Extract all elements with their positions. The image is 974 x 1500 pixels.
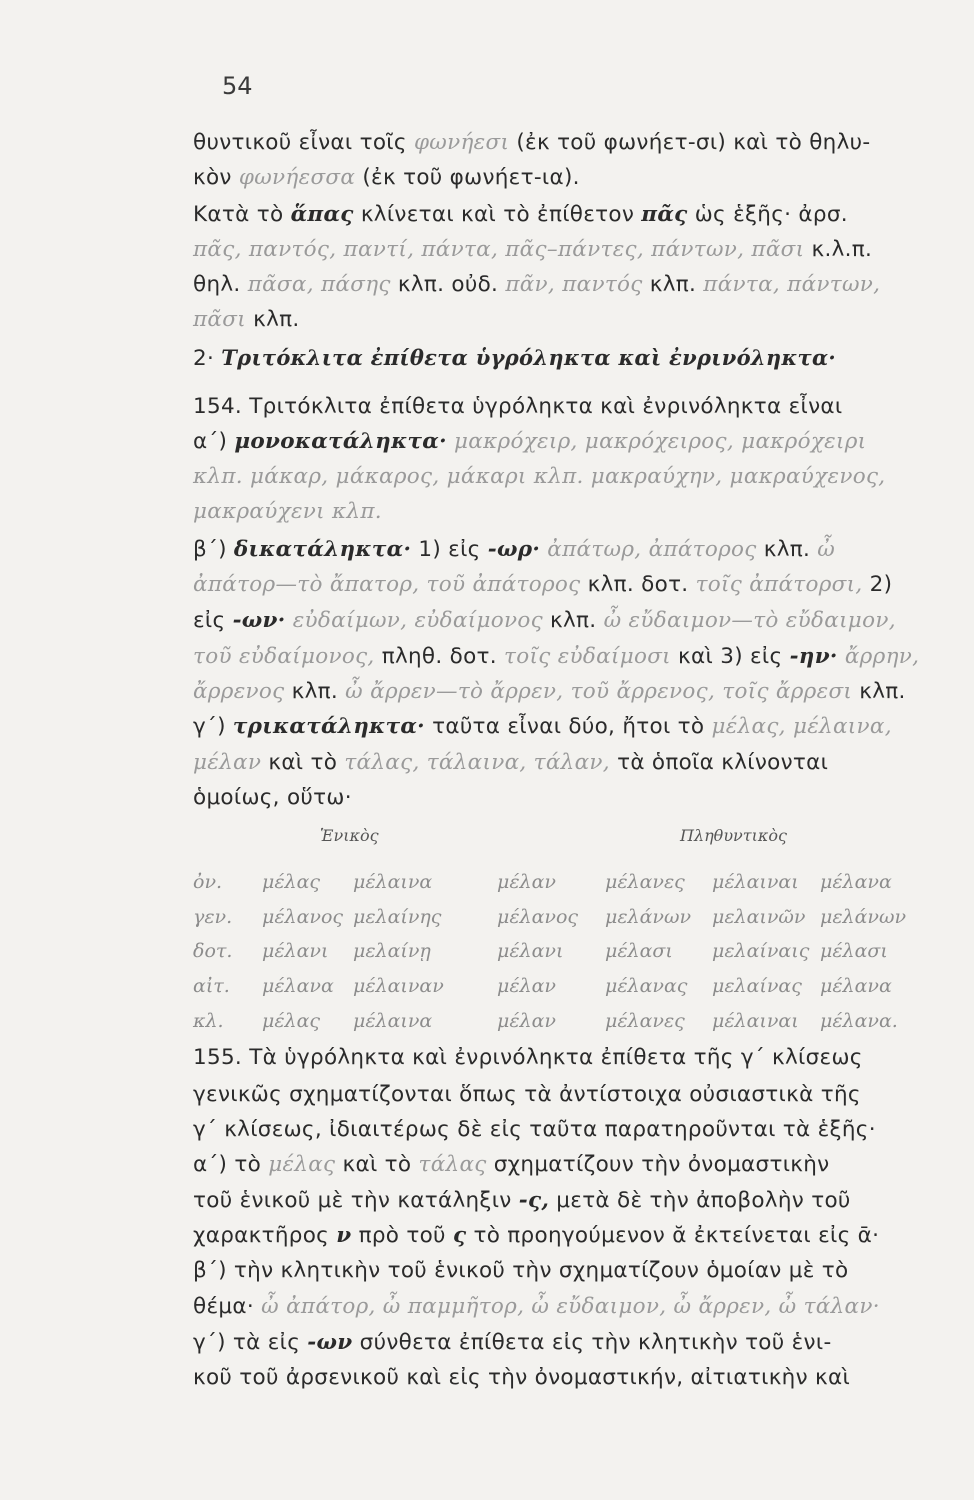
- text-span: τοῦ ἑνικοῦ μὲ τὴν κατάληξιν: [193, 1188, 519, 1213]
- text-span: ὡς ἑξῆς· ἀρσ.: [687, 202, 848, 227]
- text-span: 1) εἰς: [411, 537, 488, 562]
- text-line: [193, 608, 896, 633]
- greek-example: τοῖς ἀπάτορσι,: [695, 572, 863, 597]
- table-cell: μελαινῶν: [712, 906, 806, 928]
- text-span: κλπ.: [284, 679, 346, 704]
- greek-example: κλπ. μάκαρ, μάκαρος, μάκαρι κλπ. μακραύχην, μακραύχενος,: [193, 464, 886, 489]
- text-span: γενικῶς σχηματίζονται ὅπως τὰ ἀντίστοιχα οὐσιαστικὰ τῆς: [193, 1082, 861, 1107]
- term: μονοκατάληκτα·: [234, 429, 447, 454]
- greek-example: μέλαν: [193, 750, 262, 775]
- text-span: κλπ.: [756, 537, 818, 562]
- text-span: κλπ.: [542, 608, 604, 633]
- text-span: κὸν: [193, 165, 239, 190]
- text-line: [193, 165, 580, 190]
- text-span: καὶ τὸ: [261, 750, 345, 775]
- greek-example: φωνήεσι: [413, 130, 510, 155]
- greek-example: ἄρρενος: [193, 679, 285, 704]
- greek-example: ἀπάτωρ, ἀπάτορος: [540, 537, 757, 562]
- text-span: ταῦτα εἶναι δύο, ἤτοι τὸ: [424, 714, 712, 739]
- term: πᾶς: [641, 202, 688, 227]
- text-span: κλπ. οὐδ.: [390, 272, 506, 297]
- text-line: [193, 394, 842, 419]
- text-line: [193, 1223, 879, 1248]
- table-cell: μέλας: [262, 871, 321, 893]
- text-line: [193, 1294, 880, 1319]
- table-cell: μέλανες: [605, 1010, 685, 1032]
- text-line: [193, 1045, 863, 1070]
- table-cell: μέλανος: [262, 906, 344, 928]
- greek-example: μακρόχειρ, μακρόχειρος, μακρόχειρι: [446, 429, 867, 454]
- text-line: [193, 1082, 861, 1107]
- text-line: [193, 345, 836, 371]
- table-cell: μελαίνῃ: [353, 940, 431, 962]
- text-span: τὸ προηγούμενον ᾰ ἐκτείνεται εἰς ᾱ·: [466, 1223, 880, 1248]
- table-cell: μέλασι: [605, 940, 673, 962]
- text-span: σχηματίζουν τὴν ὀνομαστικὴν: [486, 1152, 830, 1177]
- text-span: κλπ. δοτ.: [580, 572, 696, 597]
- text-line: [193, 1258, 848, 1283]
- text-span: κοῦ τοῦ ἀρσενικοῦ καὶ εἰς τὴν ὀνομαστικήν, αἰτιατικὴν καὶ: [193, 1365, 851, 1390]
- text-span: 154. Τριτόκλιτα ἐπίθετα ὑγρόληκτα καὶ ἐνρινόληκτα εἶναι: [193, 394, 843, 419]
- text-span: α´) τὸ: [193, 1152, 269, 1177]
- case-label: κλ.: [193, 1010, 224, 1032]
- table-cell: μελάνων: [820, 906, 907, 928]
- text-span: θέμα·: [193, 1294, 262, 1319]
- table-cell: μέλασι: [820, 940, 888, 962]
- text-span: θηλ.: [193, 272, 248, 297]
- table-cell: μέλανι: [497, 940, 564, 962]
- text-span: γ´): [193, 714, 233, 739]
- text-span: χαρακτῆρος: [193, 1223, 337, 1248]
- greek-example: ἀπάτορ—τὸ ἄπατορ, τοῦ ἀπάτορος: [193, 572, 581, 597]
- page-number: 54: [222, 72, 253, 100]
- greek-example: ὦ εὔδαιμον—τὸ εὔδαιμον,: [603, 608, 896, 633]
- greek-example: εὐδαίμων, εὐδαίμονος: [285, 608, 543, 633]
- text-span: τὰ ὁποῖα κλίνονται: [609, 750, 829, 775]
- term: -ην·: [789, 644, 838, 669]
- text-line: [193, 464, 885, 489]
- text-line: [193, 499, 382, 524]
- text-line: [193, 1188, 851, 1213]
- table-cell: μέλαιναν: [353, 975, 444, 997]
- text-span: γ´ κλίσεως, ἰδιαιτέρως δὲ εἰς ταῦτα παρατηροῦνται τὰ ἑξῆς·: [193, 1117, 876, 1142]
- greek-example: πάντα, πάντων,: [703, 272, 881, 297]
- table-cell: μέλανι: [262, 940, 329, 962]
- text-span: 155. Τὰ ὑγρόληκτα καὶ ἐνρινόληκτα ἐπίθετα τῆς γ´ κλίσεως: [193, 1045, 863, 1070]
- text-span: εἰς: [193, 608, 233, 633]
- greek-example: ἄρρην,: [837, 644, 920, 669]
- greek-example: πᾶσι: [193, 307, 246, 332]
- greek-example: τάλας, τάλαινα, τάλαν,: [344, 750, 610, 775]
- term: ς: [452, 1223, 467, 1248]
- table-cell: μέλαν: [497, 975, 556, 997]
- term: -ων: [307, 1330, 353, 1355]
- text-line: [193, 307, 299, 332]
- table-cell: μέλανα: [262, 975, 334, 997]
- table-header-plural: Πληθυντικὸς: [680, 826, 787, 845]
- text-span: θυντικοῦ εἶναι τοῖς: [193, 130, 414, 155]
- text-span: κλπ.: [245, 307, 300, 332]
- greek-example: ὦ: [817, 537, 836, 562]
- table-cell: μέλανα: [820, 871, 892, 893]
- text-line: [193, 785, 352, 810]
- case-label: γεν.: [193, 906, 233, 928]
- term: ἅπας: [290, 202, 354, 227]
- text-line: [193, 714, 892, 739]
- greek-example: ὦ ἀπάτορ, ὦ παμμῆτορ, ὦ εὔδαιμον, ὦ ἄρρεν, ὦ τάλαν·: [261, 1294, 880, 1319]
- term: -ς,: [518, 1188, 550, 1213]
- text-span: (ἐκ τοῦ φωνήετ-σι) καὶ τὸ θηλυ-: [509, 130, 871, 155]
- term: δικατάληκτα·: [233, 537, 412, 562]
- greek-example: μέλας: [268, 1152, 336, 1177]
- text-line: [193, 130, 870, 155]
- table-cell: μέλαν: [497, 1010, 556, 1032]
- case-label: δοτ.: [193, 940, 233, 962]
- greek-example: πᾶσα, πάσης: [247, 272, 391, 297]
- term: Τριτόκλιτα ἐπίθετα ὑγρόληκτα καὶ ἐνρινόληκτα·: [221, 345, 837, 370]
- case-label: αἰτ.: [193, 975, 230, 997]
- table-cell: μέλανος: [497, 906, 579, 928]
- table-cell: μέλαιναι: [712, 1010, 799, 1032]
- table-cell: μέλαινα: [353, 1010, 433, 1032]
- text-span: κλπ.: [852, 679, 906, 704]
- greek-example: πᾶν, παντός: [505, 272, 643, 297]
- greek-example: τοῖς εὐδαίμοσι: [504, 644, 671, 669]
- text-span: πρὸ τοῦ: [351, 1223, 453, 1248]
- text-span: κλίνεται καὶ τὸ ἐπίθετον: [353, 202, 642, 227]
- table-cell: μέλανας: [605, 975, 688, 997]
- text-span: μετὰ δὲ τὴν ἀποβολὴν τοῦ: [549, 1188, 851, 1213]
- text-line: [193, 644, 919, 669]
- text-span: κ.λ.π.: [804, 237, 873, 262]
- text-line: [193, 1152, 829, 1177]
- text-line: [193, 537, 835, 562]
- text-line: [193, 1117, 876, 1142]
- text-span: β´): [193, 537, 234, 562]
- text-line: [193, 1330, 832, 1355]
- greek-example: πᾶς, παντός, παντί, πάντα, πᾶς–πάντες, πάντων, πᾶσι: [193, 237, 805, 262]
- text-line: [193, 429, 866, 454]
- text-span: 2): [862, 572, 893, 597]
- table-cell: μέλαιναι: [712, 871, 799, 893]
- table-cell: μέλανα: [820, 975, 892, 997]
- text-span: Κατὰ τὸ: [193, 202, 291, 227]
- text-span: καὶ τὸ: [335, 1152, 419, 1177]
- table-cell: μέλανα.: [820, 1010, 898, 1032]
- text-span: α´): [193, 429, 235, 454]
- table-cell: μέλανες: [605, 871, 685, 893]
- text-line: [193, 679, 906, 704]
- term: ν: [336, 1223, 352, 1248]
- term: -ων·: [232, 608, 286, 633]
- text-line: [193, 272, 880, 297]
- table-cell: μελάνων: [605, 906, 692, 928]
- table-cell: μέλας: [262, 1010, 321, 1032]
- text-span: γ´) τὰ εἰς: [193, 1330, 308, 1355]
- table-cell: μελαίνας: [712, 975, 802, 997]
- greek-example: φωνήεσσα: [238, 165, 356, 190]
- text-line: [193, 572, 892, 597]
- text-span: 2·: [193, 346, 222, 371]
- table-cell: μέλαν: [497, 871, 556, 893]
- greek-example: τοῦ εὐδαίμονος,: [193, 644, 375, 669]
- text-line: [193, 202, 848, 227]
- term: τρικατάληκτα·: [232, 714, 425, 739]
- greek-example: τάλας: [418, 1152, 487, 1177]
- text-span: σύνθετα ἐπίθετα εἰς τὴν κλητικὴν τοῦ ἑνι-: [352, 1330, 832, 1355]
- table-cell: μέλαινα: [353, 871, 433, 893]
- greek-example: μακραύχενι κλπ.: [193, 499, 382, 524]
- text-line: [193, 237, 872, 262]
- greek-example: ὦ ἄρρεν—τὸ ἄρρεν, τοῦ ἄρρενος, τοῖς ἄρρεσι: [345, 679, 853, 704]
- table-cell: μελαίναις: [712, 940, 810, 962]
- term: -ωρ·: [487, 537, 541, 562]
- text-span: καὶ 3) εἰς: [670, 644, 790, 669]
- table-cell: μελαίνης: [353, 906, 442, 928]
- table-header-singular: Ἑνικὸς: [320, 826, 379, 845]
- text-line: [193, 750, 828, 775]
- text-span: κλπ.: [642, 272, 704, 297]
- text-span: β´) τὴν κλητικὴν τοῦ ἑνικοῦ τὴν σχηματίζουν ὁμοίαν μὲ τὸ: [193, 1258, 849, 1283]
- text-span: ὁμοίως, οὕτω·: [193, 785, 352, 810]
- text-span: πληθ. δοτ.: [374, 644, 505, 669]
- text-span: (ἐκ τοῦ φωνήετ-ια).: [355, 165, 580, 190]
- case-label: ὀν.: [193, 871, 223, 893]
- text-line: [193, 1365, 850, 1390]
- greek-example: μέλας, μέλαινα,: [711, 714, 892, 739]
